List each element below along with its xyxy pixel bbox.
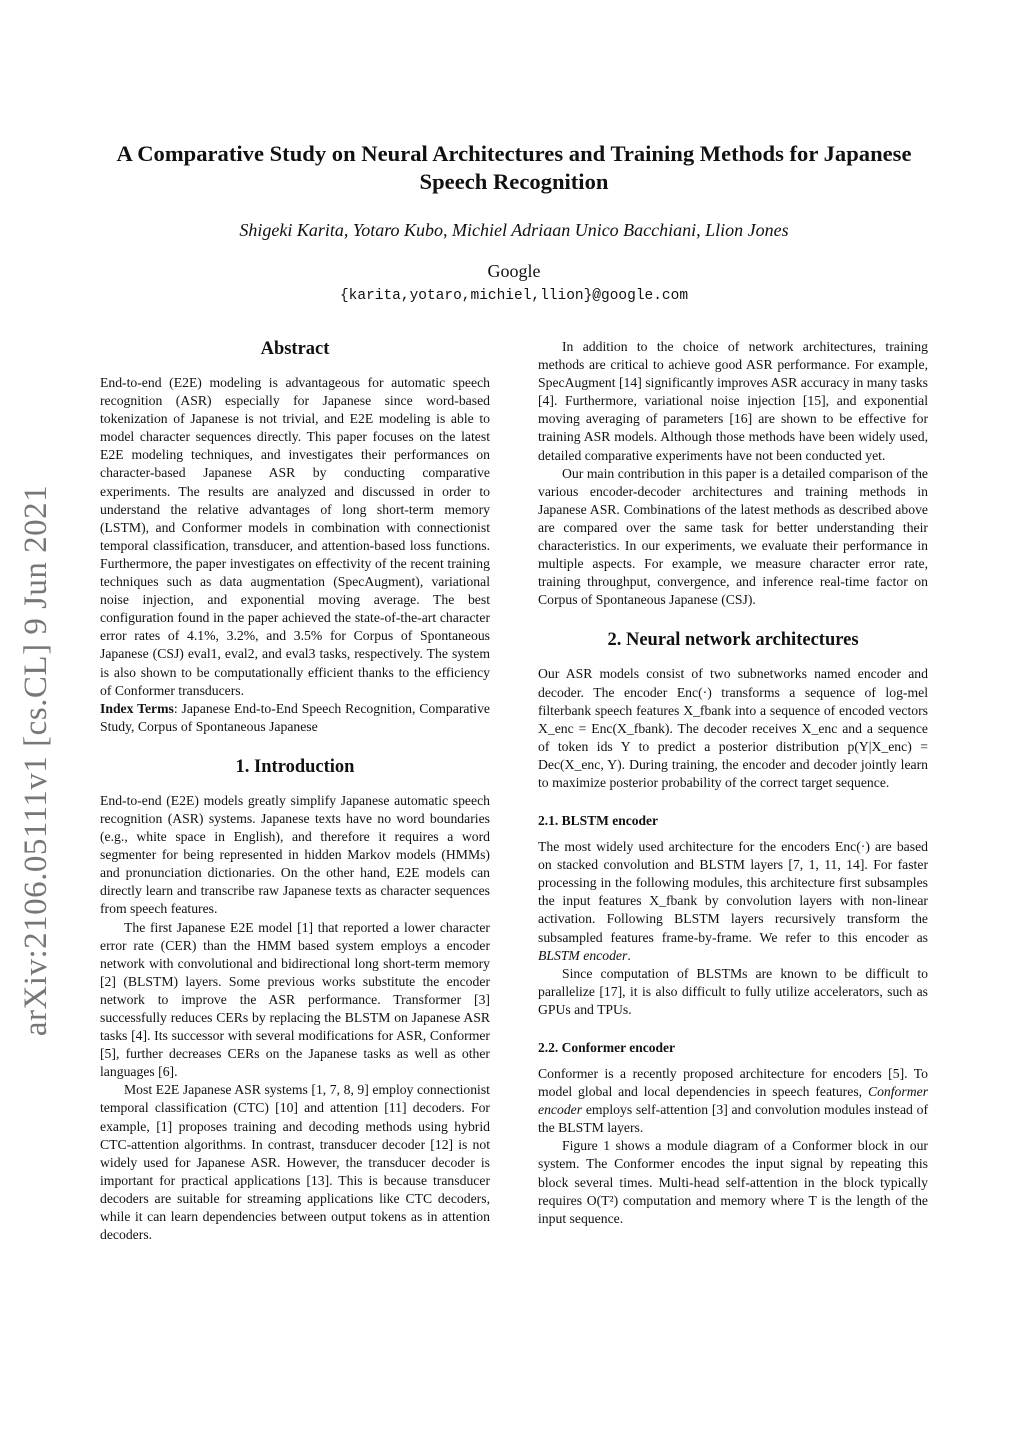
blstm-paragraph-1 — [538, 838, 928, 965]
abstract-heading: Abstract — [260, 339, 330, 359]
section-2-paragraph: Our ASR models consist of two subnetworks named encoder and decoder. The encoder Enc(·) transforms a sequence of log-mel filterbank speech features X_fbank into a sequence of encoded vectors X_enc = Enc(X_fbank). The decoder receives X_enc and a sequence of token ids Y to predict a posterior distribution p(Y|X_enc) = Dec(X_enc, Y). During training, the encoder and decoder jointly learn to maximize posterior probability of the correct target sequence. — [538, 666, 928, 790]
intro-paragraph-2: The first Japanese E2E model [1] that reported a lower character error rate (CER) than the HMM based system employs a encoder network with convolutional and bidirectional long short-term memory [2] (BLSTM) layers. Some previous works substitute the encoder network to improve the ASR performance. Transformer [3] successfully reduces CERs by replacing the BLSTM on Japanese ASR tasks [4]. Its successor with several modifications for ASR, Conformer [5], further decreases CERs on the Japanese tasks as well as other languages [6]. — [100, 919, 490, 1080]
conformer-paragraph-2: Figure 1 shows a module diagram of a Conformer block in our system. The Conformer encodes the input signal by repeating this block several times. Multi-head self-attention in the block typically requires O(T²) computation and memory where T is the length of the input sequence. — [538, 1138, 928, 1226]
blstm-paragraph-2: Since computation of BLSTMs are known to be difficult to parallelize [17], it is also difficult to fully utilize accelerators, such as GPUs and TPUs. — [538, 965, 928, 1017]
blstm-encoder-term: BLSTM encoder — [538, 947, 628, 963]
author-list: Shigeki Karita, Yotaro Kubo, Michiel Adriaan Unico Bacchiani, Llion Jones — [239, 220, 789, 240]
conformer-paragraph-1-a: Conformer is a recently proposed architecture for encoders [5]. To model global and local dependencies in speech features, — [538, 1066, 928, 1100]
index-terms-text: : Japanese End-to-End Speech Recognition, Comparative Study, Corpus of Spontaneous Japanese — [100, 700, 490, 734]
blstm-paragraph-1-end: . — [627, 947, 631, 963]
index-terms-label: Index Terms — [100, 700, 174, 716]
index-terms — [100, 700, 490, 736]
abstract-body: End-to-end (E2E) modeling is advantageous for automatic speech recognition (ASR) especially for Japanese since word-based tokenization of Japanese is not trivial, and E2E modeling is able to model character sequences directly. This paper focuses on the latest E2E modeling techniques, and investigates their performances on character-based Japanese ASR by conducting comparative experiments. The results are analyzed and discussed in order to understand the relative advantages of long short-term memory (LSTM), and Conformer models in combination with connectionist temporal classification, transducer, and attention-based loss functions. Furthermore, the paper investigates on effectivity of the recent training techniques such as data augmentation (SpecAugment), variational noise injection, and exponential moving average. The best configuration found in the paper achieved the state-of-the-art character error rates of 4.1%, 3.2%, and 3.5% for Corpus of Spontaneous Japanese (CSJ) eval1, eval2, and eval3 tasks, respectively. The system is also shown to be computationally efficient thanks to the efficiency of Conformer transducers. — [100, 375, 490, 698]
affiliation: Google — [487, 261, 541, 281]
intro-paragraph-5: Our main contribution in this paper is a detailed comparison of the various encoder-decoder architectures and training methods in Japanese ASR. Combinations of the latest methods as described above are compared over the same task for better understanding their characteristics. In our experiments, we evaluate their performance in multiple aspects. For example, we measure character error rate, training throughput, convergence, and inference real-time factor on Corpus of Spontaneous Japanese (CSJ). — [538, 465, 928, 608]
conformer-paragraph-1 — [538, 1065, 928, 1137]
blstm-encoder-heading: 2.1. BLSTM encoder — [538, 813, 658, 829]
conformer-paragraph-1-b: employs self-attention [3] and convolution modules instead of the BLSTM layers. — [538, 1102, 929, 1136]
intro-paragraph-4: In addition to the choice of network architectures, training methods are critical to achieve good ASR performance. For example, SpecAugment [14] significantly improves ASR accuracy in many tasks [4]. Furthermore, variational noise injection [15], and exponential moving averaging of parameters [16] are shown to be effective for training ASR models. Although those methods have been widely used, detailed comparative experiments have not been conducted yet. — [538, 339, 929, 463]
arxiv-id: arXiv:2106.05111v1 [cs.CL] 9 Jun 2021 — [18, 484, 55, 1036]
intro-paragraph-1: End-to-end (E2E) models greatly simplify Japanese automatic speech recognition (ASR) systems. Japanese texts have no word boundaries (e.g., white space in English), and therefore it requires a word segmenter for being represented in hidden Markov models (HMMs) and pronunciation dictionaries. On the other hand, E2E models can directly learn and transcribe raw Japanese texts as character sequences from speech features. — [100, 792, 490, 917]
arxiv-sidebar-stamp — [14, 470, 60, 1050]
left-column — [100, 338, 490, 1244]
author-emails: {karita,yotaro,michiel,llion}@google.com — [339, 288, 689, 304]
blstm-paragraph-1-text: The most widely used architecture for the encoders Enc(·) are based on stacked convolution and BLSTM layers [7, 1, 11, 14]. For faster processing in the following modules, this architecture first subsamples the input features X_fbank by convolution layers with non-linear activation. Following BLSTM layers recursively transform the subsampled features frame-by-frame. We refer to this encoder as — [538, 839, 928, 945]
right-column — [538, 338, 928, 1228]
introduction-heading: 1. Introduction — [235, 756, 355, 777]
conformer-encoder-term: Conformer encoder — [538, 1084, 929, 1118]
intro-paragraph-3: Most E2E Japanese ASR systems [1, 7, 8, 9] employ connectionist temporal classification (CTC) [10] and attention [11] decoders. For example, [1] proposes training and decoding methods using hybrid CTC-attention algorithms. In contrast, transducer decoder [12] is not widely used for Japanese ASR. However, the transducer decoder is important for practical applications [13]. This is because transducer decoders are suitable for streaming applications like CTC decoders, while it can learn dependencies between output tokens as in attention decoders. — [100, 1082, 490, 1243]
conformer-encoder-heading: 2.2. Conformer encoder — [538, 1040, 675, 1055]
paper-title: A Comparative Study on Neural Architectures and Training Methods for Japanese Speech Recognition — [116, 141, 912, 194]
section-2-heading: 2. Neural network architectures — [607, 630, 859, 651]
